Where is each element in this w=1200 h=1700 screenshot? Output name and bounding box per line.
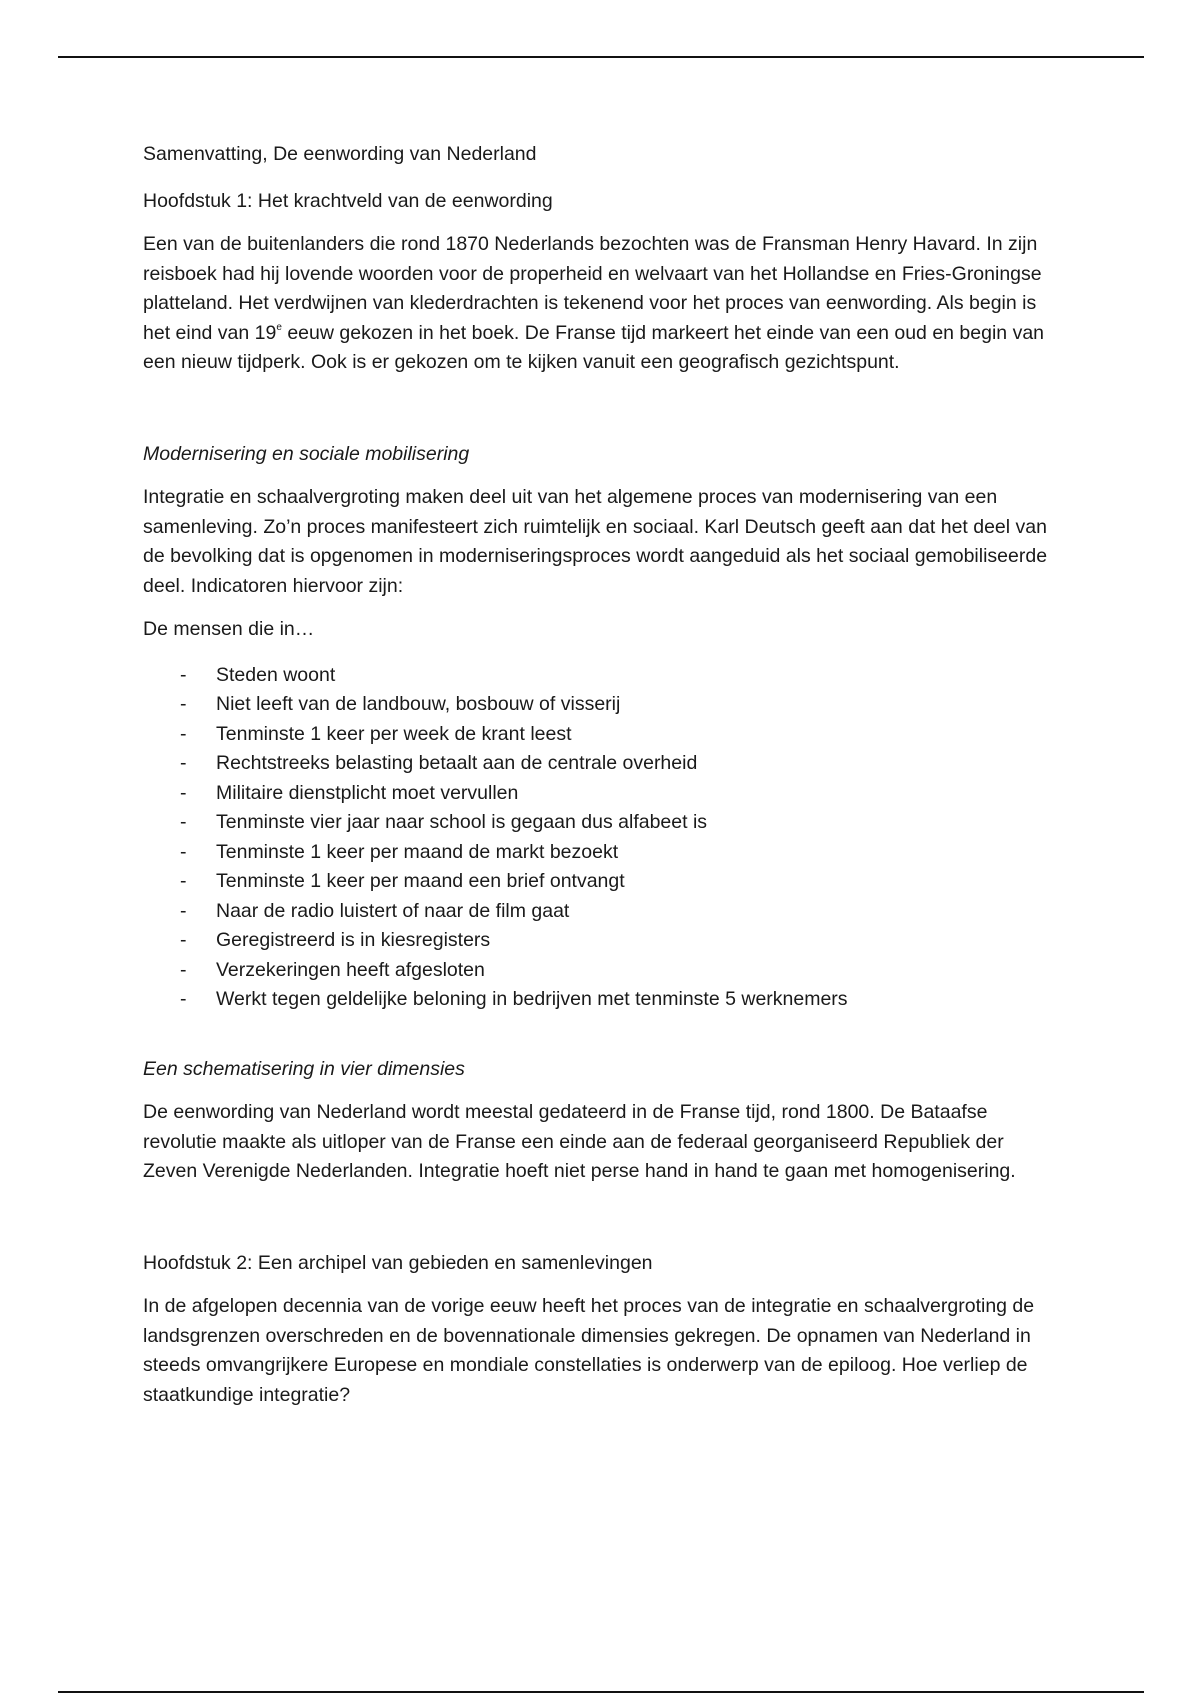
list-bullet: - (180, 840, 187, 863)
list-bullet: - (180, 752, 187, 774)
intro-text-part-2: eeuw gekozen in het boek. De Franse tijd markeert het einde van een oud en begin van een nieuw tijdperk. Ook is er gekozen om te kijken vanuit een geografisch gezichtspunt. (143, 321, 1045, 373)
list-bullet: - (180, 781, 187, 804)
list-item-text: Steden woont (216, 663, 336, 686)
list-intro: De mensen die in… (143, 618, 315, 640)
header-rule (58, 56, 1144, 58)
list-item (143, 808, 1063, 838)
intro-text-part-1: Een van de buitenlanders die rond 1870 Nederlands bezochten was de Fransman Henry Havard. In zijn reisboek had hij lovende woorden voor de properheid en welvaart van het Hollandse en Fries-Groningse platteland. Het verdwijnen van klederdrachten is tekenend voor het proces van eenwording. Als begin is het eind van 19 (143, 233, 1042, 344)
list-item-text: Tenminste 1 keer per maand een brief ontvangt (216, 870, 625, 892)
list-item-text: Naar de radio luistert of naar de film gaat (216, 899, 570, 922)
chapter-1-heading: Hoofdstuk 1: Het krachtveld van de eenwording (143, 189, 553, 212)
list-item (143, 956, 1063, 986)
list-bullet: - (180, 693, 187, 715)
list-item (143, 661, 1063, 691)
list-bullet: - (180, 811, 187, 833)
list-item (143, 867, 1063, 897)
list-bullet: - (180, 870, 187, 892)
list-item (143, 897, 1063, 927)
list-item-text: Militaire dienstplicht moet vervullen (216, 781, 519, 804)
document-title: Samenvatting, De eenwording van Nederland (143, 143, 537, 165)
list-item-text: Tenminste 1 keer per maand de markt bezoekt (216, 840, 619, 863)
list-item (143, 690, 1063, 720)
schematisering-paragraph: De eenwording van Nederland wordt meestal gedateerd in de Franse tijd, rond 1800. De Bataafse revolutie maakte als uitloper van de Franse een einde aan de federaal georganiseerd Republiek der Zeven Verenigde Nederlanden. Integratie hoeft niet perse hand in hand te gaan met homogenisering. (143, 1101, 1016, 1182)
list-item (143, 838, 1063, 868)
section-heading-modernisering: Modernisering en sociale mobilisering (143, 442, 470, 465)
chapter-2-paragraph: In de afgelopen decennia van de vorige eeuw heeft het proces van de integratie en schaalvergroting de landsgrenzen overschreden en de bovennationale dimensies gekregen. De opnamen van Nederland in steeds omvangrijkere Europese en mondiale constellaties is onderwerp van de epiloog. Hoe verliep de staatkundige integratie? (143, 1295, 1035, 1406)
list-bullet: - (180, 663, 187, 686)
intro-superscript: e (276, 321, 282, 333)
list-bullet: - (180, 722, 187, 745)
list-item (143, 985, 1063, 1015)
document-body (143, 140, 1063, 1472)
chapter-2-heading: Hoofdstuk 2: Een archipel van gebieden en samenlevingen (143, 1251, 653, 1274)
list-item-text: Verzekeringen heeft afgesloten (216, 958, 485, 981)
list-item (143, 749, 1063, 779)
indicator-list (143, 661, 1063, 1015)
list-item (143, 720, 1063, 750)
chapter-1-intro-paragraph (143, 230, 1063, 378)
section-heading-schematisering: Een schematisering in vier dimensies (143, 1057, 465, 1080)
list-bullet: - (180, 988, 187, 1010)
list-item-text: Geregistreerd is in kiesregisters (216, 929, 491, 951)
list-item-text: Niet leeft van de landbouw, bosbouw of visserij (216, 693, 621, 715)
list-item (143, 779, 1063, 809)
list-item-text: Tenminste vier jaar naar school is gegaan dus alfabeet is (216, 811, 708, 833)
list-bullet: - (180, 929, 187, 951)
modernisering-paragraph: Integratie en schaalvergroting maken deel uit van het algemene proces van modernisering van een samenleving. Zo’n proces manifesteert zich ruimtelijk en sociaal. Karl Deutsch geeft aan dat het deel van de bevolking dat is opgenomen in moderniseringsproces wordt aangeduid als het sociaal gemobiliseerde deel. Indicatoren hiervoor zijn: (143, 486, 1048, 597)
list-item (143, 926, 1063, 956)
footer-rule (58, 1691, 1144, 1693)
list-item-text: Werkt tegen geldelijke beloning in bedrijven met tenminste 5 werknemers (216, 988, 848, 1010)
list-item-text: Tenminste 1 keer per week de krant leest (216, 722, 572, 745)
list-item-text: Rechtstreeks belasting betaalt aan de centrale overheid (216, 752, 698, 774)
list-bullet: - (180, 899, 187, 922)
list-bullet: - (180, 958, 187, 981)
